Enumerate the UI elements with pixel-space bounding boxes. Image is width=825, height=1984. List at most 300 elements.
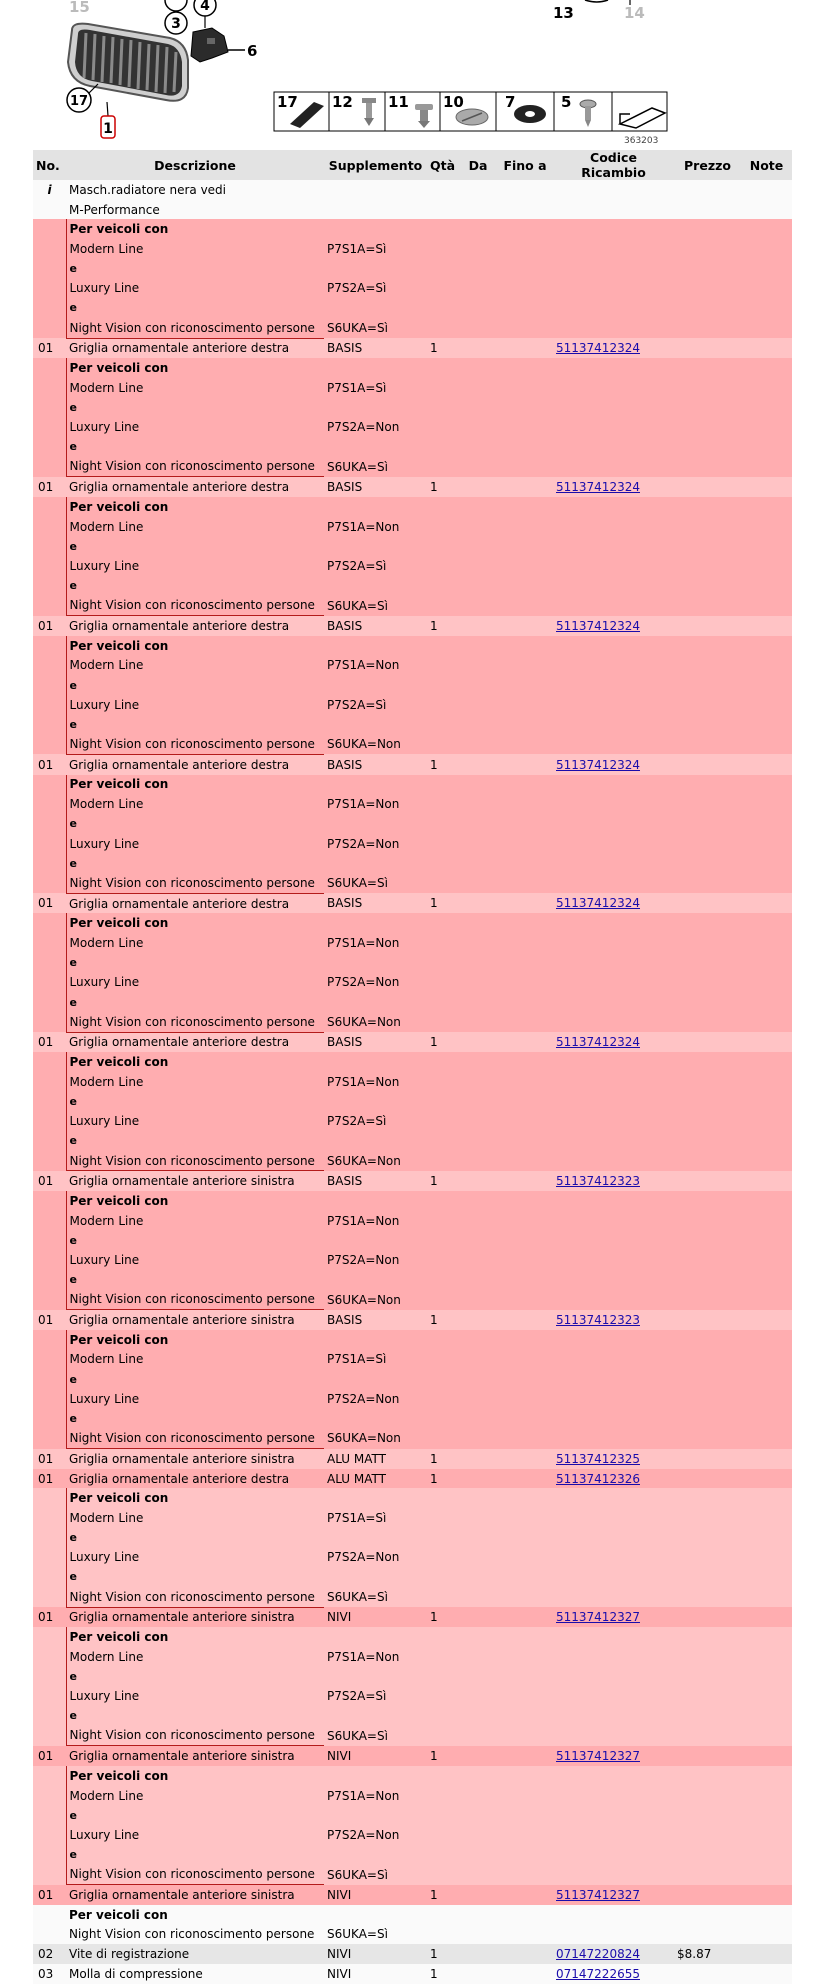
part-note	[741, 1310, 792, 1330]
empty-cell	[741, 1766, 792, 1786]
empty-cell	[497, 1587, 553, 1607]
empty-cell	[553, 1151, 674, 1171]
empty-cell	[741, 1052, 792, 1072]
part-note	[741, 1469, 792, 1489]
empty-cell	[497, 636, 553, 656]
empty-cell	[33, 1131, 66, 1151]
condition-value: S6UKA=Non	[324, 1428, 427, 1448]
empty-cell	[674, 1191, 741, 1211]
empty-cell	[741, 1012, 792, 1032]
svg-text:17: 17	[69, 94, 89, 109]
empty-cell	[553, 873, 674, 893]
part-to	[497, 477, 553, 497]
part-supplement: BASIS	[324, 893, 427, 913]
condition-name: Modern Line	[66, 239, 324, 259]
empty-cell	[33, 437, 66, 457]
empty-cell	[553, 1726, 674, 1746]
empty-cell	[33, 595, 66, 615]
empty-cell	[33, 1905, 66, 1925]
empty-cell	[674, 1330, 741, 1350]
condition-row	[33, 318, 792, 338]
empty-cell	[459, 1567, 497, 1587]
empty-cell	[459, 1111, 497, 1131]
condition-conj-row	[33, 953, 792, 973]
part-price	[674, 893, 741, 913]
empty-cell	[497, 1350, 553, 1370]
strip-label-11: 11	[388, 93, 409, 111]
empty-cell	[324, 913, 427, 933]
empty-cell	[427, 497, 459, 517]
empty-cell	[497, 1428, 553, 1448]
empty-cell	[459, 1092, 497, 1112]
empty-cell	[741, 595, 792, 615]
condition-value: P7S2A=Non	[324, 1389, 427, 1409]
empty-cell	[741, 636, 792, 656]
condition-name: Luxury Line	[66, 695, 324, 715]
empty-cell	[459, 1428, 497, 1448]
empty-cell	[497, 1667, 553, 1687]
empty-cell	[427, 1191, 459, 1211]
condition-row	[33, 1647, 792, 1667]
part-code-cell	[553, 1885, 674, 1905]
part-qty: 1	[427, 616, 459, 636]
empty-cell	[674, 1409, 741, 1429]
empty-cell	[324, 576, 427, 596]
empty-cell	[674, 1230, 741, 1250]
strip-label-10: 10	[443, 93, 464, 111]
strip-label-17: 17	[277, 93, 298, 111]
empty-cell	[459, 358, 497, 378]
condition-conjunction: e	[66, 992, 324, 1012]
empty-cell	[324, 715, 427, 735]
part-code-cell	[553, 1449, 674, 1469]
empty-cell	[459, 398, 497, 418]
empty-cell	[427, 1627, 459, 1647]
empty-cell	[459, 1805, 497, 1825]
condition-row	[33, 1786, 792, 1806]
condition-row	[33, 1012, 792, 1032]
empty-cell	[427, 259, 459, 279]
empty-cell	[497, 1012, 553, 1032]
part-code-link[interactable]: 51137412325	[556, 1451, 640, 1466]
condition-value: P7S1A=Sì	[324, 1350, 427, 1370]
part-code-cell	[553, 754, 674, 774]
empty-cell	[741, 1786, 792, 1806]
empty-cell	[33, 734, 66, 754]
empty-cell	[674, 200, 741, 220]
empty-cell	[427, 1567, 459, 1587]
empty-cell	[427, 1864, 459, 1884]
empty-cell	[459, 298, 497, 318]
part-code-link[interactable]: 51137412324	[556, 618, 640, 633]
empty-cell	[741, 656, 792, 676]
empty-cell	[497, 675, 553, 695]
empty-cell	[674, 576, 741, 596]
condition-row	[33, 595, 792, 615]
empty-cell	[427, 1092, 459, 1112]
empty-cell	[324, 1905, 427, 1925]
empty-cell	[33, 517, 66, 537]
empty-cell	[427, 576, 459, 596]
part-no: 01	[33, 1449, 66, 1469]
condition-name: Modern Line	[66, 794, 324, 814]
empty-cell	[674, 1111, 741, 1131]
part-code-cell	[553, 1310, 674, 1330]
empty-cell	[553, 417, 674, 437]
empty-cell	[459, 1528, 497, 1548]
condition-name: Night Vision con riconoscimento persone	[66, 1925, 324, 1945]
condition-row	[33, 1686, 792, 1706]
callout-14: 14	[624, 4, 645, 22]
part-to	[497, 616, 553, 636]
empty-cell	[741, 536, 792, 556]
empty-cell	[553, 814, 674, 834]
part-code-cell	[553, 1746, 674, 1766]
part-from	[459, 1944, 497, 1964]
part-code-cell	[553, 477, 674, 497]
condition-conjunction: e	[66, 1667, 324, 1687]
empty-cell	[497, 814, 553, 834]
condition-title-row	[33, 636, 792, 656]
condition-title: Per veicoli con	[66, 1627, 324, 1647]
part-code-link[interactable]: 51137412324	[556, 341, 640, 356]
condition-row	[33, 457, 792, 477]
part-note	[741, 477, 792, 497]
empty-cell	[427, 853, 459, 873]
part-code-link[interactable]: 51137412327	[556, 1748, 640, 1763]
condition-row	[33, 1428, 792, 1448]
part-price	[674, 1964, 741, 1984]
empty-cell	[741, 378, 792, 398]
part-note	[741, 1746, 792, 1766]
image-number: 363203	[624, 136, 659, 146]
part-qty: 1	[427, 893, 459, 913]
empty-cell	[674, 1151, 741, 1171]
empty-cell	[324, 437, 427, 457]
empty-cell	[324, 1191, 427, 1211]
empty-cell	[324, 992, 427, 1012]
col-header-supplemento: Supplemento	[324, 150, 427, 180]
part-code-cell	[553, 616, 674, 636]
empty-cell	[33, 933, 66, 953]
kidney-grille-illustration	[68, 24, 188, 101]
empty-cell	[427, 1845, 459, 1865]
empty-cell	[497, 1330, 553, 1350]
condition-title: Per veicoli con	[66, 1905, 324, 1925]
empty-cell	[33, 1211, 66, 1231]
empty-cell	[459, 1290, 497, 1310]
condition-conjunction: e	[66, 1845, 324, 1865]
part-code-link[interactable]: 51137412323	[556, 1312, 640, 1327]
empty-cell	[459, 1627, 497, 1647]
empty-cell	[674, 1925, 741, 1945]
empty-cell	[427, 517, 459, 537]
condition-value: P7S2A=Non	[324, 1825, 427, 1845]
empty-cell	[427, 636, 459, 656]
condition-row	[33, 278, 792, 298]
part-code-link[interactable]: 51137412324	[556, 757, 640, 772]
part-no: 02	[33, 1944, 66, 1964]
condition-name: Modern Line	[66, 1350, 324, 1370]
empty-cell	[741, 1667, 792, 1687]
empty-cell	[427, 1647, 459, 1667]
condition-name: Luxury Line	[66, 1686, 324, 1706]
empty-cell	[553, 378, 674, 398]
empty-cell	[33, 1864, 66, 1884]
empty-cell	[741, 298, 792, 318]
empty-cell	[33, 1786, 66, 1806]
empty-cell	[33, 1369, 66, 1389]
empty-cell	[33, 1151, 66, 1171]
condition-conjunction: e	[66, 1528, 324, 1548]
condition-name: Night Vision con riconoscimento persone	[66, 1151, 324, 1171]
part-row	[33, 1607, 792, 1627]
empty-cell	[497, 1409, 553, 1429]
empty-cell	[324, 219, 427, 239]
condition-title-row	[33, 913, 792, 933]
empty-cell	[427, 1250, 459, 1270]
empty-cell	[674, 973, 741, 993]
empty-cell	[741, 1508, 792, 1528]
empty-cell	[553, 1508, 674, 1528]
part-no: 01	[33, 1171, 66, 1191]
empty-cell	[459, 775, 497, 795]
empty-cell	[553, 1092, 674, 1112]
empty-cell	[553, 853, 674, 873]
empty-cell	[674, 1786, 741, 1806]
empty-cell	[459, 1330, 497, 1350]
empty-cell	[427, 1072, 459, 1092]
empty-cell	[459, 497, 497, 517]
condition-conj-row	[33, 1567, 792, 1587]
part-note	[741, 616, 792, 636]
empty-cell	[497, 1528, 553, 1548]
empty-cell	[674, 1647, 741, 1667]
empty-cell	[497, 734, 553, 754]
empty-cell	[459, 536, 497, 556]
empty-cell	[674, 298, 741, 318]
empty-cell	[553, 1488, 674, 1508]
empty-cell	[497, 1211, 553, 1231]
empty-cell	[741, 1409, 792, 1429]
condition-title: Per veicoli con	[66, 775, 324, 795]
empty-cell	[674, 814, 741, 834]
condition-row	[33, 973, 792, 993]
empty-cell	[33, 834, 66, 854]
empty-cell	[427, 1389, 459, 1409]
empty-cell	[741, 1547, 792, 1567]
empty-cell	[324, 1627, 427, 1647]
empty-cell	[427, 1230, 459, 1250]
condition-value: S6UKA=Non	[324, 1290, 427, 1310]
part-code-link[interactable]: 51137412327	[556, 1610, 640, 1625]
empty-cell	[741, 1925, 792, 1945]
empty-cell	[33, 556, 66, 576]
empty-cell	[459, 1052, 497, 1072]
empty-cell	[741, 1350, 792, 1370]
empty-cell	[553, 1766, 674, 1786]
empty-cell	[459, 576, 497, 596]
condition-name: Night Vision con riconoscimento persone	[66, 595, 324, 615]
empty-cell	[33, 913, 66, 933]
empty-cell	[497, 1766, 553, 1786]
empty-cell	[33, 1686, 66, 1706]
empty-cell	[459, 873, 497, 893]
part-code-link[interactable]: 51137412326	[556, 1471, 640, 1486]
empty-cell	[553, 1528, 674, 1548]
empty-cell	[497, 556, 553, 576]
empty-cell	[674, 595, 741, 615]
condition-value: P7S1A=Sì	[324, 378, 427, 398]
empty-cell	[553, 1706, 674, 1726]
empty-cell	[497, 1786, 553, 1806]
part-supplement: NIVI	[324, 1746, 427, 1766]
empty-cell	[459, 973, 497, 993]
condition-conjunction: e	[66, 814, 324, 834]
empty-cell	[427, 814, 459, 834]
part-code-link[interactable]: 07147222655	[556, 1966, 640, 1981]
empty-cell	[427, 200, 459, 220]
empty-cell	[427, 298, 459, 318]
part-code-link[interactable]: 51137412324	[556, 1035, 640, 1050]
empty-cell	[553, 219, 674, 239]
empty-cell	[553, 1350, 674, 1370]
empty-cell	[324, 1805, 427, 1825]
callout-13: 13	[553, 4, 574, 22]
part-price	[674, 1449, 741, 1469]
empty-cell	[553, 1428, 674, 1448]
empty-cell	[324, 1230, 427, 1250]
empty-cell	[427, 278, 459, 298]
condition-conj-row	[33, 398, 792, 418]
part-supplement: BASIS	[324, 338, 427, 358]
condition-value: P7S1A=Sì	[324, 1508, 427, 1528]
empty-cell	[459, 1925, 497, 1945]
condition-row	[33, 1072, 792, 1092]
condition-name: Luxury Line	[66, 973, 324, 993]
condition-title: Per veicoli con	[66, 219, 324, 239]
empty-cell	[324, 853, 427, 873]
col-header-no: No.	[33, 150, 66, 180]
empty-cell	[674, 239, 741, 259]
empty-cell	[459, 1647, 497, 1667]
empty-cell	[674, 1072, 741, 1092]
callout-1[interactable]	[101, 102, 115, 138]
empty-cell	[497, 834, 553, 854]
condition-name: Night Vision con riconoscimento persone	[66, 1012, 324, 1032]
part-supplement: BASIS	[324, 754, 427, 774]
condition-value: S6UKA=Sì	[324, 318, 427, 338]
empty-cell	[674, 695, 741, 715]
small-parts-strip	[274, 92, 667, 131]
part-supplement: BASIS	[324, 1032, 427, 1052]
part-description: Griglia ornamentale anteriore sinistra	[66, 1310, 324, 1330]
part-price	[674, 1310, 741, 1330]
part-code-link[interactable]: 51137412327	[556, 1887, 640, 1902]
empty-cell	[553, 1805, 674, 1825]
empty-cell	[553, 834, 674, 854]
condition-name: Night Vision con riconoscimento persone	[66, 873, 324, 893]
empty-cell	[33, 873, 66, 893]
empty-cell	[427, 595, 459, 615]
condition-conj-row	[33, 1805, 792, 1825]
condition-name: Luxury Line	[66, 834, 324, 854]
empty-cell	[741, 1805, 792, 1825]
empty-cell	[497, 595, 553, 615]
empty-cell	[459, 695, 497, 715]
svg-text:4: 4	[200, 0, 210, 14]
empty-cell	[33, 953, 66, 973]
empty-cell	[674, 358, 741, 378]
empty-cell	[33, 1250, 66, 1270]
empty-cell	[459, 1151, 497, 1171]
empty-cell	[741, 1528, 792, 1548]
empty-cell	[459, 1845, 497, 1865]
empty-cell	[33, 1072, 66, 1092]
part-code-link[interactable]: 07147220824	[556, 1947, 640, 1962]
empty-cell	[553, 1330, 674, 1350]
empty-cell	[459, 1905, 497, 1925]
empty-cell	[33, 358, 66, 378]
empty-cell	[324, 1706, 427, 1726]
condition-name: Night Vision con riconoscimento persone	[66, 1587, 324, 1607]
empty-cell	[553, 1052, 674, 1072]
condition-row	[33, 1547, 792, 1567]
empty-cell	[674, 1706, 741, 1726]
empty-cell	[427, 953, 459, 973]
part-no: 03	[33, 1964, 66, 1984]
condition-value: P7S1A=Non	[324, 1786, 427, 1806]
condition-value: P7S2A=Non	[324, 417, 427, 437]
empty-cell	[33, 200, 66, 220]
empty-cell	[427, 873, 459, 893]
empty-cell	[459, 457, 497, 477]
empty-cell	[497, 1845, 553, 1865]
empty-cell	[427, 913, 459, 933]
condition-name: Modern Line	[66, 1786, 324, 1806]
part-no: 01	[33, 893, 66, 913]
part-code-link[interactable]: 51137412324	[556, 479, 640, 494]
condition-row	[33, 417, 792, 437]
empty-cell	[497, 1131, 553, 1151]
condition-name: Luxury Line	[66, 417, 324, 437]
empty-cell	[459, 1191, 497, 1211]
condition-conj-row	[33, 1845, 792, 1865]
info-row	[33, 180, 792, 200]
part-code-cell	[553, 1964, 674, 1984]
condition-name: Modern Line	[66, 1508, 324, 1528]
empty-cell	[33, 1488, 66, 1508]
empty-cell	[427, 318, 459, 338]
empty-cell	[33, 775, 66, 795]
part-price	[674, 477, 741, 497]
empty-cell	[674, 1766, 741, 1786]
part-code-cell	[553, 893, 674, 913]
empty-cell	[427, 398, 459, 418]
part-from	[459, 754, 497, 774]
part-qty: 1	[427, 1885, 459, 1905]
empty-cell	[459, 1012, 497, 1032]
empty-cell	[33, 1825, 66, 1845]
empty-cell	[674, 517, 741, 537]
part-code-link[interactable]: 51137412324	[556, 896, 640, 911]
empty-cell	[497, 358, 553, 378]
part-to	[497, 338, 553, 358]
part-row	[33, 1885, 792, 1905]
part-code-link[interactable]: 51137412323	[556, 1173, 640, 1188]
empty-cell	[674, 636, 741, 656]
callout-6	[228, 42, 257, 60]
